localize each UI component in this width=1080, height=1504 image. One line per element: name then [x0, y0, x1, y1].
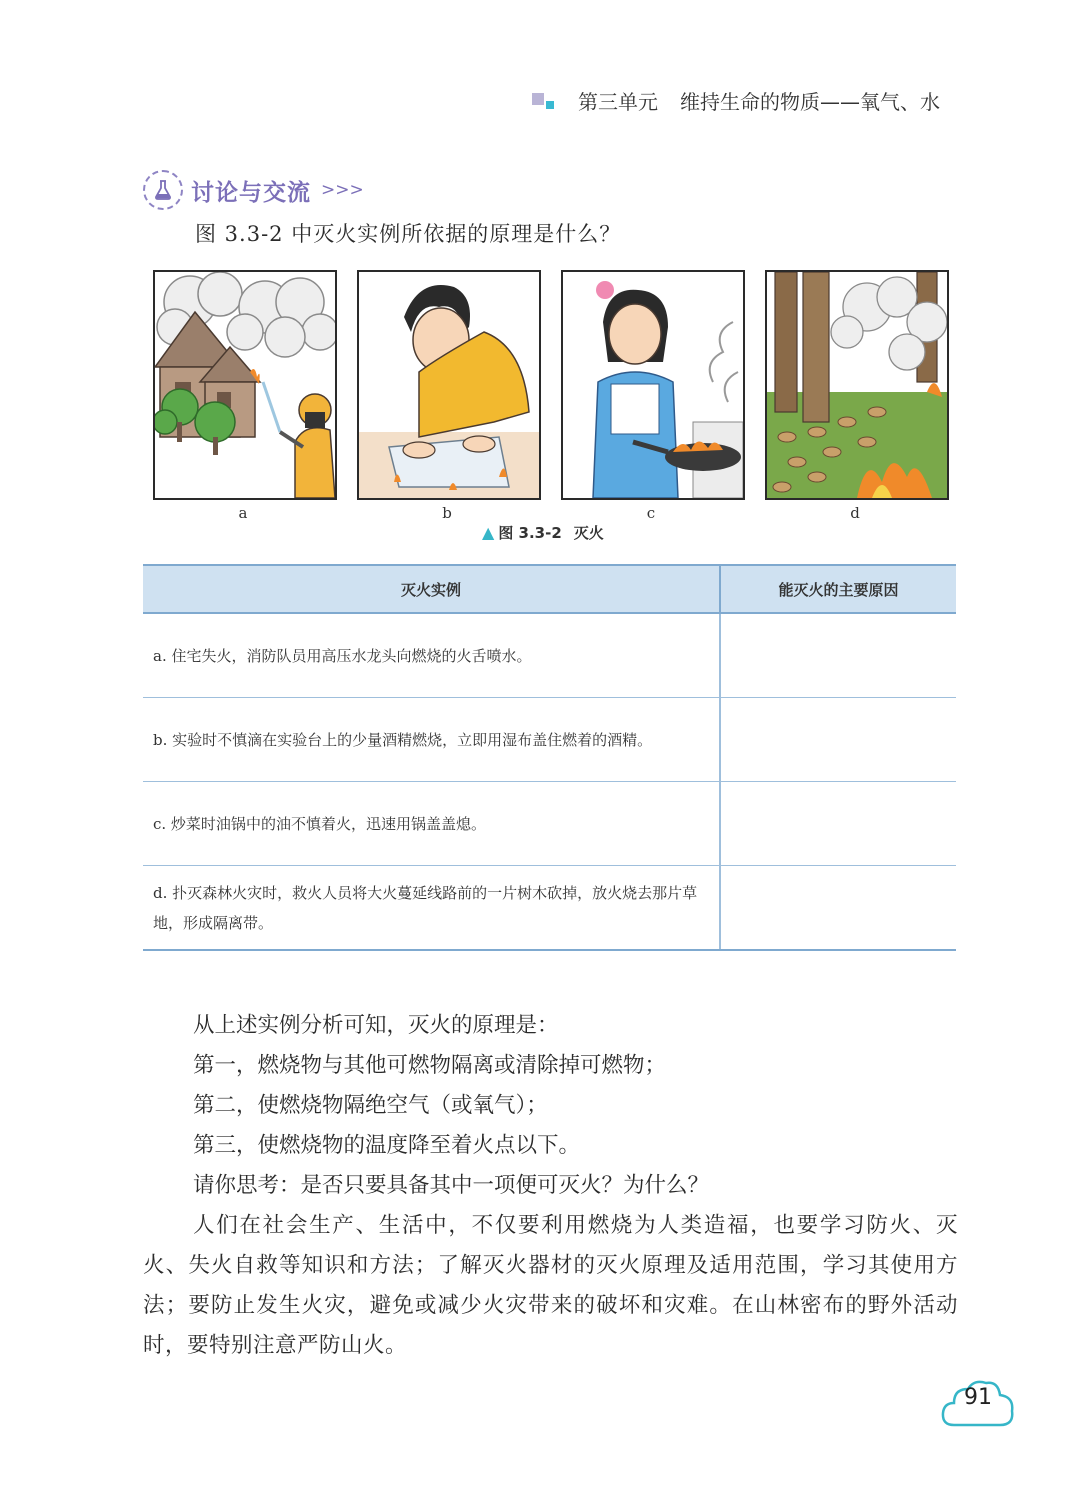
body-text — [143, 1006, 958, 1366]
table-row — [143, 782, 956, 866]
column-header-reason: 能灭火的主要原因 — [720, 565, 956, 613]
page-number: 91 — [964, 1385, 992, 1410]
caption-text: 灭火 — [573, 523, 604, 542]
think-question: 请你思考：是否只要具备其中一项便可灭火？为什么？ — [193, 1173, 710, 1198]
column-header-example: 灭火实例 — [143, 565, 720, 613]
section-label: 讨论与交流 — [191, 179, 311, 206]
section-arrows: >>> — [321, 180, 364, 200]
reason-cell — [720, 613, 956, 698]
firefighter-illustration — [155, 272, 335, 498]
intro-text: 从上述实例分析可知，灭火的原理是： — [193, 1013, 559, 1038]
panel-label-d: d — [850, 504, 860, 522]
question-text: 图 3.3-2 中灭火实例所依据的原理是什么？ — [195, 222, 622, 246]
figure-panel-d — [765, 270, 949, 500]
girl-pan-lid-illustration — [563, 272, 743, 498]
table-header-row — [143, 565, 956, 613]
up-arrow-icon: ▲ — [482, 522, 495, 542]
forest-firebreak-illustration — [767, 272, 947, 498]
closing-paragraph: 人们在社会生产、生活中，不仅要利用燃烧为人类造福，也要学习防火、灭火、失火自救等知识和方法；了解灭火器材的灭火原理及适用范围，学习其使用方法；要防止发生火灾，避免或减少火灾带来的破坏和灾难。在山林密布的野外活动时，要特别注意严防山火。 — [143, 1213, 958, 1358]
figure-panel-a — [153, 270, 337, 500]
section-title — [143, 170, 364, 210]
table-row — [143, 866, 956, 951]
flask-icon — [143, 170, 183, 210]
principle-3: 第三，使燃烧物的温度降至着火点以下。 — [193, 1133, 581, 1158]
figure-caption — [482, 521, 604, 543]
reason-cell — [720, 782, 956, 866]
caption-label: 图 3.3-2 — [498, 523, 562, 542]
reason-cell — [720, 866, 956, 951]
example-cell: d. 扑灭森林火灾时，救火人员将大火蔓延线路前的一片树木砍掉，放火烧去那片草地，形成隔离带。 — [143, 866, 720, 951]
principle-2: 第二，使燃烧物隔绝空气（或氧气）； — [193, 1093, 548, 1118]
panel-label-c: c — [646, 504, 656, 522]
panel-label-b: b — [442, 504, 452, 522]
figure-panel-c — [561, 270, 745, 500]
panel-label-a: a — [238, 504, 248, 522]
figure-panel-b — [357, 270, 541, 500]
example-cell: b. 实验时不慎滴在实验台上的少量酒精燃烧，立即用湿布盖住燃着的酒精。 — [143, 698, 720, 782]
fire-examples-table — [143, 564, 956, 951]
header-unit: 第三单元 — [578, 89, 658, 114]
header-squares-icon — [530, 87, 560, 113]
page-number-badge — [940, 1375, 1016, 1431]
example-cell: c. 炒菜时油锅中的油不慎着火，迅速用锅盖盖熄。 — [143, 782, 720, 866]
principle-1: 第一，燃烧物与其他可燃物隔离或清除掉可燃物； — [193, 1053, 667, 1078]
running-header — [530, 84, 970, 116]
table-row — [143, 698, 956, 782]
table-row — [143, 613, 956, 698]
reason-cell — [720, 698, 956, 782]
header-title: 维持生命的物质——氧气、水 — [680, 89, 940, 114]
example-cell: a. 住宅失火，消防队员用高压水龙头向燃烧的火舌喷水。 — [143, 613, 720, 698]
boy-wet-cloth-illustration — [359, 272, 539, 498]
